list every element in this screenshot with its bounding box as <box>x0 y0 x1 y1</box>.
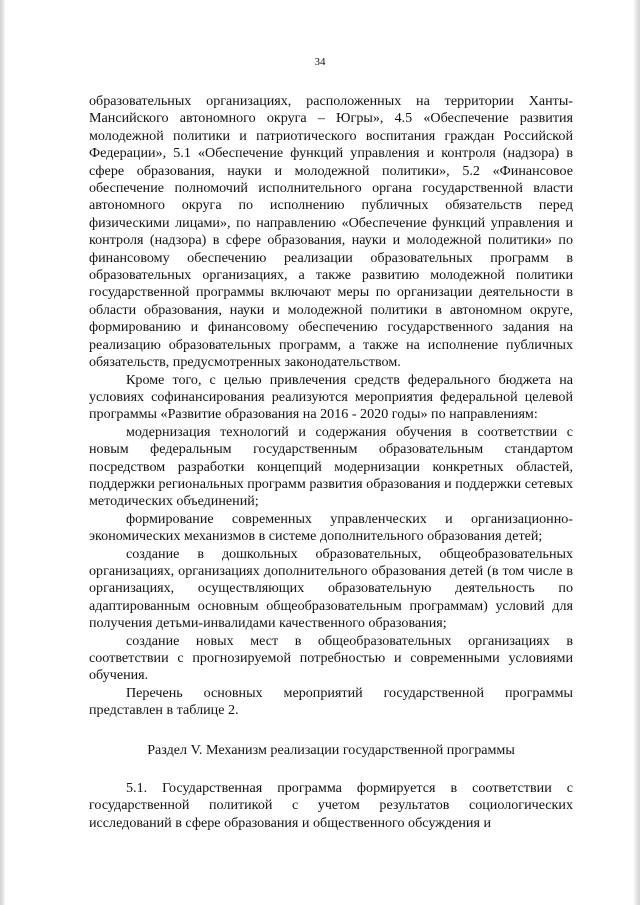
page-number: 34 <box>314 56 326 68</box>
document-body <box>89 93 573 832</box>
scan-edge-left <box>0 0 5 905</box>
list-item: формирование современных управленческих и организационно-экономических механизмов в системе дополнительного образования детей; <box>89 510 573 545</box>
list-item: модернизация технологий и содержания обучения в соответствии с новым федеральным государственным образовательным стандартом посредством разработки концепций модернизации конкретных областей, поддержки региональных программ развития образования и поддержки сетевых методических объединений; <box>89 423 573 510</box>
paragraph: 5.1. Государственная программа формируется в соответствии с государственной политикой с учетом результатов социологических исследований в сфере образования и общественного обсуждения и <box>89 780 573 831</box>
section-heading: Раздел V. Механизм реализации государственной программы <box>147 741 515 758</box>
paragraph: образовательных организациях, расположенных на территории Ханты-Мансийского автономного округа – Югры», 4.5 «Обеспечение развития молодежной политики и патриотического воспитания граждан Российской Федерации», 5.1 «Обеспечение функций управления и контроля (надзора) в сфере образования, науки и молодежной политики», 5.2 «Финансовое обеспечение полномочий исполнительного органа государственной власти автономного округа по исполнению публичных обязательств перед физическими лицами», по направлению «Обеспечение функций управления и контроля (надзора) в сфере образования, науки и молодежной политики» по финансовому обеспечению реализации образовательных программ в образовательных организациях, а также развитию молодежной политики государственной программы включают меры по организации деятельности в области образования, науки и молодежной политики в автономном округе, формированию и финансовому обеспечению государственного задания на реализацию образовательных программ, а также на исполнение публичных обязательств, предусмотренных законодательством. <box>89 93 573 371</box>
paragraph: Перечень основных мероприятий государственной программы представлен в таблице 2. <box>89 684 573 719</box>
list-item: создание в дошкольных образовательных, общеобразовательных организациях, организациях дополнительного образования детей (в том числе в организациях, осуществляющих образовательную деятельность по адаптированным основным общеобразовательным программам) условий для получения детьми-инвалидами качественного образования; <box>89 545 573 632</box>
paragraph: Кроме того, с целью привлечения средств федерального бюджета на условиях софинансирования реализуются мероприятия федеральной целевой программы «Развитие образования на 2016 - 2020 годы» по направлениям: <box>89 371 573 423</box>
list-item: создание новых мест в общеобразовательных организациях в соответствии с прогнозируемой потребностью и современными условиями обучения. <box>89 632 573 684</box>
scan-edge-right <box>634 0 640 905</box>
